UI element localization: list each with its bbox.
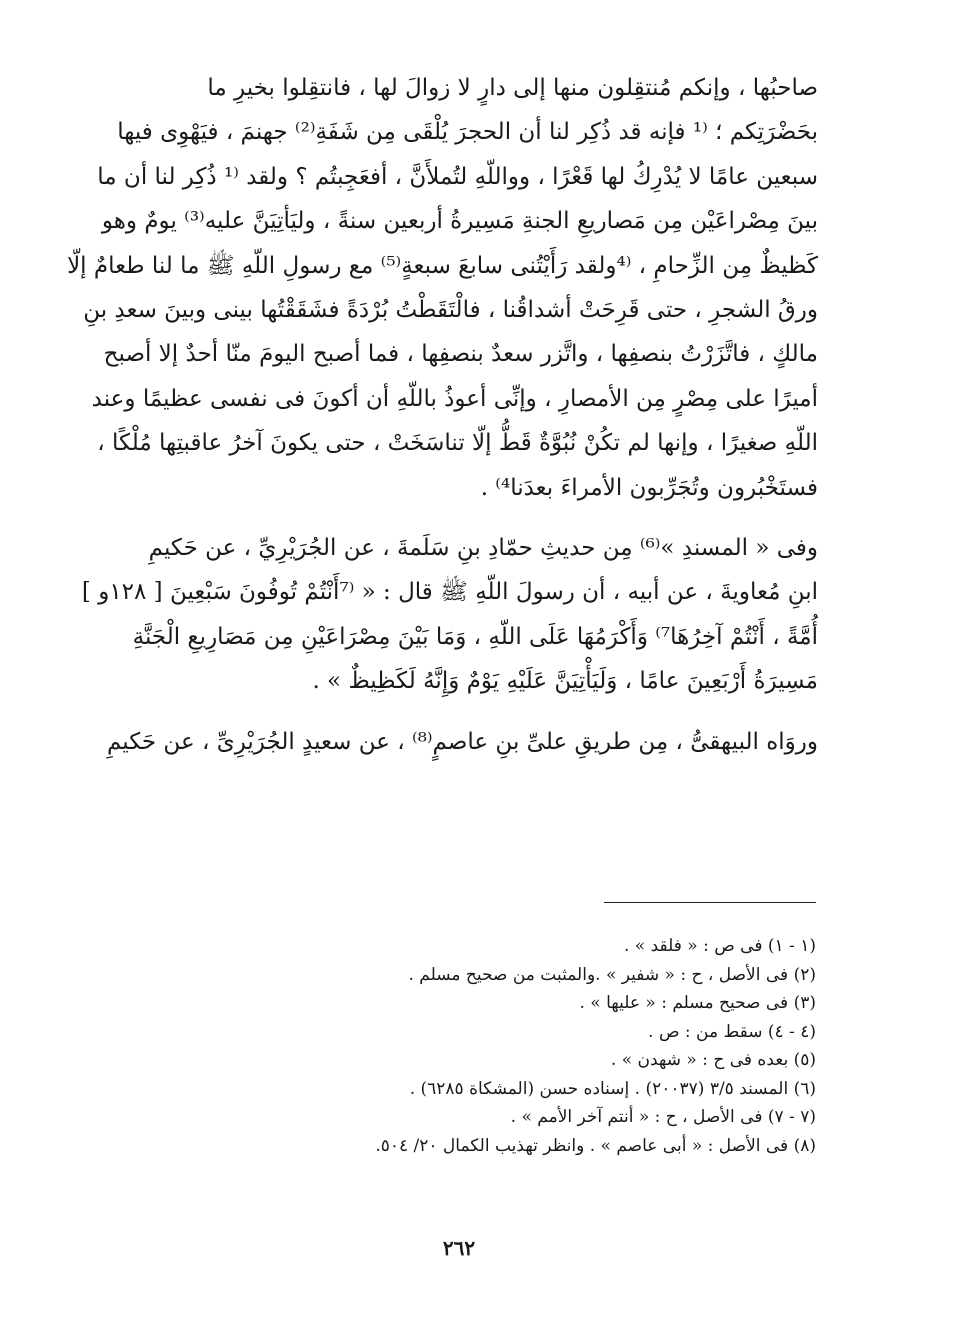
text-line: فستَخْبُرون وتُجَرِّبون الأمراءَ بعدَنا⁴⁾ .: [480, 474, 818, 501]
footnote: (٥) بعده فى ح : « شهدن » .: [610, 1050, 816, 1070]
text-line: اللّهِ صغيرًا ، وإنها لم تكُنْ نُبُوَّةٌ قَطُّ إلّا تناسَخَتْ ، حتى يكونَ آخرُ عاقبتِها مُلْكًا ،: [97, 430, 818, 457]
footnote: (٤ - ٤) سقط من : ص .: [648, 1021, 816, 1042]
main-text: [67, 66, 818, 764]
footnote: (٣) فى صحيح مسلم : « عليها » .: [579, 993, 816, 1013]
footnote: (٨) فى الأصل : « أبى عاصم » . وانظر تهذيب الكمال ٢٠/ ٥٠٤.: [375, 1135, 816, 1156]
text-line: ورقُ الشجرِ ، حتى قَرِحَتْ أشداقُنا ، فالْتَقَطْتُ بُرْدَةً فشَقَقْتُها بينى وبينَ سعدِ بنِ: [83, 297, 818, 324]
footnote: (٦) المسند ٣/٥ (٢٠٠٣٧) . إسناده حسن (المشكاة ٦٢٨٥) .: [409, 1078, 816, 1099]
text-line: كَظيظٌ مِن الزِّحامِ ، ⁽⁴ولقد رَأَيْتُنى سابعَ سبعةٍ⁽⁵⁾ مع رسولِ اللّهِ ﷺ ما لنا طعامٌ إلّا: [67, 252, 818, 279]
text-line: بحَضْرَتِكم ؛ ⁽¹ فإنه قد ذُكِر لنا أن الحجرَ يُلْقَى مِن شَفَةِ⁽²⁾ جهنمَ ، فيَهْوِى فيها: [117, 119, 818, 146]
text-line: وفى « المسندِ »⁽⁶⁾ مِن حديثِ حمّادِ بنِ سَلَمةَ ، عن الجُرَيْرِيِّ ، عن حَكيمِ: [148, 535, 818, 562]
text-line: سبعين عامًا لا يُدْرِكُ لها قَعْرًا ، وواللّهِ لتُملأَنَّ ، أفعَجِبتُم ؟ ولقد ⁽¹ ذُكِر لنا أن ما: [97, 163, 818, 190]
page-number: ٢٦٢: [442, 1236, 476, 1260]
text-line: أُمَّةً ، أَنْتُمْ آخِرُهَا⁷⁾ وَأَكْرَمُهَا عَلَى اللّهِ ، وَمَا بَيْنَ مِصْرَاعَيْنِ مِن مَصَارِيعِ الْجَنَّةِ: [132, 623, 818, 650]
footnote-separator: [604, 902, 816, 903]
text-line: مَسِيرَةُ أَرْبَعِينَ عامًا ، وَلَيَأْتِيَنَّ عَلَيْهِ يَوْمٌ وَإِنَّهُ لَكَظِيظٌ » .: [312, 668, 818, 695]
paragraph-3: [100, 720, 818, 764]
text-line: بينَ مِصْراعَيْن مِن مَصاريعِ الجنةِ مَسِيرةُ أربعين سنةً ، وليَأتِيَنَّ عليه⁽³⁾ يومٌ وهو: [101, 208, 818, 235]
text-line: صاحبُها ، وإنكم مُنتقِلون منها إلى دارٍ لا زوالَ لها ، فانتقِلوا بخيرِ ما: [207, 75, 818, 101]
footnotes: [100, 932, 816, 1160]
text-line: وروَاه البيهقىُّ ، مِن طريقِ علىِّ بنِ عاصمٍ⁽⁸⁾ ، عن سعيدٍ الجُرَيْرِىِّ ، عن حَكيمِ: [106, 728, 818, 755]
paragraph-2: [81, 526, 818, 704]
text-line: مالكٍ ، فاتَّزَرْتُ بنصفِها ، واتَّزر سعدٌ بنصفِها ، فما أصبح اليومَ منّا أحدٌ إلا أصبح: [103, 341, 818, 368]
book-page: [67, 66, 818, 1296]
paragraph-1: [67, 66, 818, 510]
footnote: (١ - ١) فى ص : « فلقد » .: [623, 936, 816, 956]
text-line: أميرًا على مِصْرٍ مِن الأمصارِ ، وإنِّى أعوذُ باللّهِ أن أكونَ فى نفسى عظيمًا وعند: [91, 385, 818, 412]
text-line: ابنِ مُعاويةَ ، عن أبيه ، أن رسولَ اللّهِ ﷺ قال : « ⁽⁷أَنْتُمْ تُوفُونَ سَبْعِينَ [ ١٢٨و ]: [81, 579, 818, 606]
footnote: (٢) فى الأصل ، ح : « شفير » .والمثبت من صحيح مسلم .: [408, 964, 816, 985]
footnote: (٧ - ٧) فى الأصل ، ح : « أنتم آخر الأمم » .: [510, 1107, 816, 1127]
